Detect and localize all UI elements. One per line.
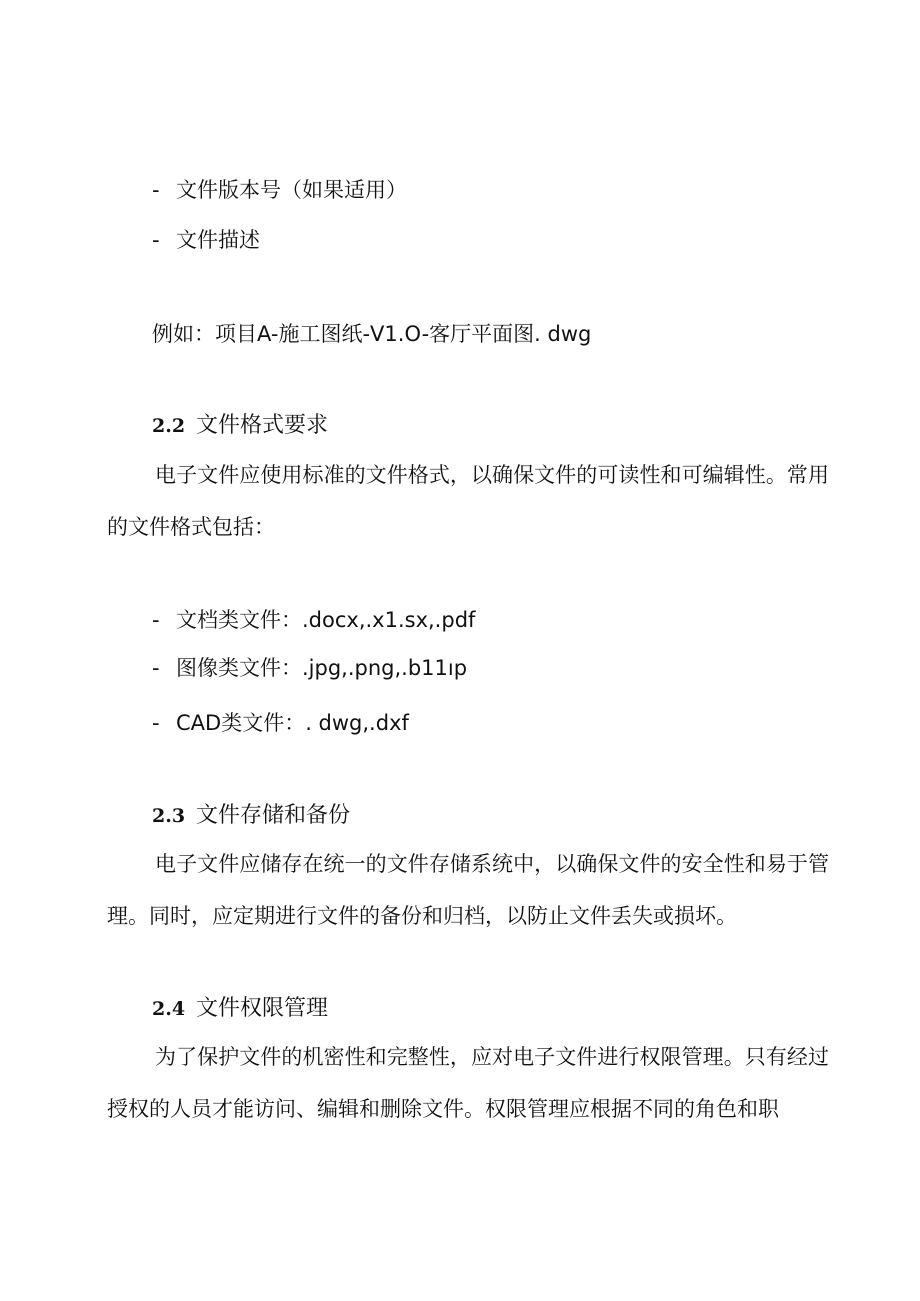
section-paragraph: 电子文件应使用标准的文件格式，以确保文件的可读性和可编辑性。常用的文件格式包括：	[107, 463, 829, 539]
section-heading	[152, 995, 328, 1023]
section-heading	[152, 412, 328, 440]
example-text: 例如：项目A-施工图纸-V1.O-客厅平面图. dwg	[152, 322, 592, 346]
list-item	[152, 176, 407, 204]
list-bullet: -	[152, 608, 160, 632]
list-item	[152, 606, 475, 634]
list-bullet: -	[152, 228, 160, 252]
list-item-text: 文件描述	[176, 228, 260, 252]
list-bullet: -	[152, 711, 160, 735]
list-item-text: 文件版本号（如果适用）	[176, 178, 407, 202]
section-number: 2.2	[152, 415, 186, 437]
list-item	[152, 709, 409, 737]
list-item-text: 文档类文件：.docx,.x1.sx,.pdf	[176, 608, 476, 632]
section-title: 文件存储和备份	[196, 803, 351, 828]
list-item	[152, 226, 260, 254]
list-item-text: CAD类文件：. dwg,.dxf	[176, 711, 409, 735]
section-number: 2.4	[152, 998, 186, 1020]
section-number: 2.3	[152, 805, 186, 827]
list-bullet: -	[152, 178, 160, 202]
list-bullet: -	[152, 656, 160, 680]
section-paragraph: 为了保护文件的机密性和完整性，应对电子文件进行权限管理。只有经过授权的人员才能访问、编辑和删除文件。权限管理应根据不同的角色和职	[107, 1045, 829, 1121]
section-paragraph: 电子文件应储存在统一的文件存储系统中，以确保文件的安全性和易于管理。同时，应定期进行文件的备份和归档，以防止文件丢失或损坏。	[107, 852, 829, 928]
section-title: 文件格式要求	[196, 413, 329, 438]
list-item	[152, 654, 467, 682]
section-heading	[152, 802, 350, 830]
list-item-text: 图像类文件：.jpg,.png,.b11ıp	[176, 656, 468, 680]
section-title: 文件权限管理	[196, 996, 329, 1021]
